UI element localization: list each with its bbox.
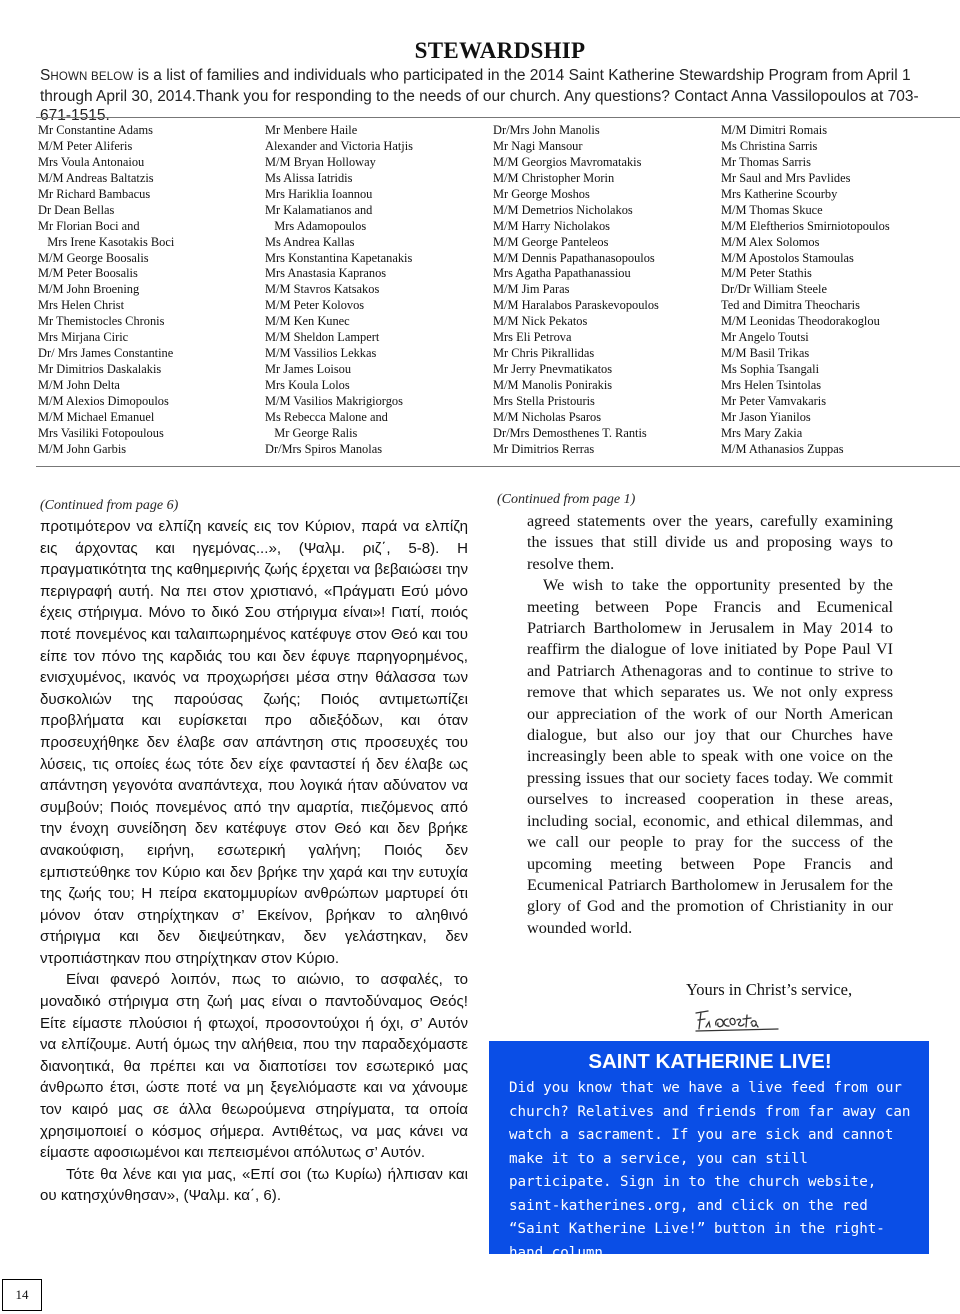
donor-name: M/M George Boosalis: [38, 250, 149, 265]
donor-name: M/M Nicholas Psaros: [493, 409, 602, 424]
donor-name: M/M Basil Trikas: [721, 346, 810, 361]
continued-note-left: (Continued from page 6): [40, 498, 179, 513]
donor-name: M/M Vasilios Makrigiorgos: [265, 393, 403, 408]
donor-name: M/M Peter Kolovos: [265, 298, 365, 313]
donor-name: Mr Jerry Pnevmatikatos: [493, 362, 613, 377]
donor-name: Dr/Mrs Spiros Manolas: [265, 441, 383, 456]
donor-name: M/M Alex Solomos: [721, 234, 820, 249]
live-box-body: Did you know that we have a live feed from our church? Relatives and friends from far away can watch a sacrament. If you are sick and cannot make it to a service, you can still participate. Sign in to the church website, saint-katherines.org, and click on the red “Saint Katherine Live!” button in the right-hand column.: [509, 1080, 911, 1261]
donor-name: Mrs Koula Lolos: [265, 378, 350, 392]
donor-name: Ms Alissa Iatridis: [265, 170, 353, 185]
donor-name: Dr/Dr William Steele: [721, 282, 827, 297]
english-article: [527, 511, 893, 939]
donor-name: M/M Thomas Skuce: [721, 202, 823, 217]
donor-name: Ted and Dimitra Theocharis: [721, 298, 860, 313]
top-divider: [36, 117, 960, 118]
donor-name: Mrs Stella Pristouris: [493, 393, 595, 408]
donor-name: Mr Saul and Mrs Pavlides: [721, 170, 851, 185]
donor-name: Mrs Adamopoulos: [265, 218, 367, 233]
donor-name: Mr Themistocles Chronis: [38, 314, 165, 329]
donor-name: M/M Michael Emanuel: [38, 409, 155, 424]
donor-name: Mr Menbere Haile: [265, 123, 358, 137]
donor-name: Ms Andrea Kallas: [265, 234, 355, 249]
donor-name: M/M Peter Stathis: [721, 266, 812, 281]
donor-name: Mrs Konstantina Kapetanakis: [265, 250, 413, 265]
donor-name: M/M Alexios Dimopoulos: [38, 393, 169, 408]
donor-name: Mrs Mary Zakia: [721, 425, 803, 440]
donor-name: M/M Georgios Mavromatakis: [493, 154, 642, 169]
donor-name: Mr James Loisou: [265, 362, 352, 377]
donor-name: M/M John Garbis: [38, 441, 127, 456]
donor-name: Dr/ Mrs James Constantine: [38, 346, 174, 361]
donor-name: Mr Richard Bambacus: [38, 186, 151, 201]
donor-name: Dr Dean Bellas: [38, 202, 115, 217]
donor-name: Mr Dimitrios Rerras: [493, 441, 595, 456]
donor-name: Mrs Voula Antonaiou: [38, 154, 145, 169]
donor-name: M/M Christopher Morin: [493, 170, 615, 185]
live-box-title: SAINT KATHERINE LIVE!: [588, 1050, 832, 1073]
donor-name: Mrs Eli Petrova: [493, 330, 572, 345]
closing-line: Yours in Christ’s service,: [686, 980, 853, 999]
donor-name: M/M Vassilios Lekkas: [265, 346, 377, 361]
donor-name: Mrs Mirjana Ciric: [38, 330, 129, 345]
page-title: STEWARDSHIP: [414, 38, 586, 63]
page-number: 14: [2, 1279, 42, 1311]
english-paragraph-2: We wish to take the opportunity presented by the meeting between Pope Francis and Ecumenical Patriarch Bartholomew in Jerusalem in May 2014 to reaffirm the dialogue of love initiated by Pope Paul VI and Patriarch Athenagoras and to continue to strive to remove that which separates us. We not only express our appreciation of the work of our North American dialogue, but also our joy that our Churches have increasingly been able to speak with one voice on the pressing issues that our society faces today. We commit ourselves to increased cooperation in these areas, including social, economic, and ethical dilemmas, and we call our people to pray for the success of the upcoming meeting between Pope Francis and Ecumenical Patriarch Bartholomew in Jerusalem for the glory of God and the promotion of Christianity in our wounded world.: [527, 576, 893, 937]
greek-article: [40, 516, 468, 1207]
donor-name: Mrs Helen Tsintolas: [721, 378, 822, 392]
donor-name: M/M Ken Kunec: [265, 314, 350, 329]
donor-name: Mr George Moshos: [493, 186, 590, 201]
donor-name: M/M Dimitri Romais: [721, 123, 828, 137]
greek-paragraph-2: Είναι φανερό λοιπόν, πως το αιώνιο, το ασφαλές, το μοναδικό στήριγμα στη ζωή μας είναι ο παντοδύναμος Θεός! Είτε είμαστε πλούσιοι ή φτωχοί, προσοντούχοι ή όχι, σ’ Αυτόν να ελπίζουμε. Αυτή όμως την αλήθεια, που την παραδεχόμαστε διανοητικά, θα πρέπει και να διαποτίσει τον εσωτερικό μας άνθρωπο έτσι, ώστε ποτέ να μη ξεγελιόμαστε και να χάνουμε τον καιρό μας σε άλλα θεωρούμενα στηρίγματα, τα οποία χρησιμοποιεί ο κόσμος σήμερα. Αντιθέτως, να μας κάνει να είμαστε αφοσιωμένοι και πεπεισμένοι απόλυτως σ’ Αυτόν.: [40, 971, 468, 1162]
intro-text: is a list of families and individuals who participated in the 2014 Saint Katherine Stewardship Program from April 1 through April 30, 2014.Thank you for responding to the needs of our church. Any questions? Contact Anna Vassilopoulos at 703-671-1515.: [40, 67, 919, 124]
donor-name: Mr George Ralis: [265, 425, 358, 440]
donor-name: Mrs Agatha Papathanassiou: [493, 266, 631, 281]
donor-name: M/M Nick Pekatos: [493, 314, 588, 329]
donor-name: Mrs Hariklia Ioannou: [265, 186, 373, 201]
donor-column-3: [493, 123, 659, 458]
donor-name: Mr Florian Boci and: [38, 218, 140, 233]
donor-name: M/M John Delta: [38, 378, 120, 392]
donor-name: Mrs Katherine Scourby: [721, 186, 838, 201]
intro-lead-small: HOWN BELOW: [50, 71, 134, 83]
donor-name: Mr Chris Pikrallidas: [493, 346, 595, 361]
donor-name: M/M Peter Aliferis: [38, 138, 133, 153]
donor-name: Alexander and Victoria Hatjis: [265, 138, 414, 153]
donor-name: Ms Sophia Tsangali: [721, 362, 820, 377]
donor-name: Mr Kalamatianos and: [265, 202, 373, 217]
donor-name: Ms Christina Sarris: [721, 138, 818, 153]
donor-name: M/M Bryan Holloway: [265, 154, 376, 169]
donor-name: Mrs Helen Christ: [38, 298, 125, 313]
donor-name: Mr Jason Yianilos: [721, 409, 811, 424]
middle-divider: [36, 466, 960, 467]
donor-name: M/M George Panteleos: [493, 234, 609, 249]
donor-name: M/M Manolis Ponirakis: [493, 378, 613, 392]
donor-name: M/M Apostolos Stamoulas: [721, 250, 854, 265]
donor-name: M/M Demetrios Nicholakos: [493, 202, 633, 217]
donor-name: Dr/Mrs Demosthenes T. Rantis: [493, 425, 647, 440]
english-paragraph-1: agreed statements over the years, carefully examining the issues that still divide us and proposing ways to resolve them.: [527, 512, 893, 573]
continued-note-right: (Continued from page 1): [497, 492, 636, 507]
donor-name: M/M Sheldon Lampert: [265, 330, 380, 345]
donor-name: Mr Nagi Mansour: [493, 138, 583, 153]
donor-name: Mr Thomas Sarris: [721, 154, 811, 169]
greek-paragraph-3: Τότε θα λένε και για μας, «Επί σοι (τω Κυρίω) ήλπισαν και ου κατησχύνθησαν», (Ψαλμ. κα΄, 6).: [40, 1165, 468, 1205]
signature-image: [692, 1005, 784, 1035]
donor-name: M/M Eleftherios Smirniotopoulos: [721, 218, 890, 233]
donor-name: Mr Angelo Toutsi: [721, 330, 809, 345]
donor-column-2: [265, 123, 413, 458]
donor-column-1: [38, 123, 174, 458]
donor-name: M/M Athanasios Zuppas: [721, 441, 844, 456]
donor-name: M/M Jim Paras: [493, 282, 570, 297]
donor-name: Mr Constantine Adams: [38, 123, 153, 137]
donor-name: Mr Dimitrios Daskalakis: [38, 362, 162, 377]
donor-name: M/M Leonidas Theodorakoglou: [721, 314, 880, 329]
donor-name: M/M John Broening: [38, 282, 140, 297]
donor-name: Dr/Mrs John Manolis: [493, 123, 600, 137]
donor-name: M/M Peter Boosalis: [38, 266, 138, 281]
donor-name: Mrs Vasiliki Fotopoulous: [38, 425, 164, 440]
donor-name: M/M Harry Nicholakos: [493, 218, 611, 233]
intro-lead-cap: S: [40, 67, 51, 84]
donor-name: Mrs Irene Kasotakis Boci: [38, 234, 175, 249]
donor-name: M/M Stavros Katsakos: [265, 282, 380, 297]
donor-name: M/M Dennis Papathanasopoulos: [493, 250, 655, 265]
donor-name: Mr Peter Vamvakaris: [721, 393, 827, 408]
saint-katherine-live-box: [489, 1041, 929, 1261]
donor-name: M/M Haralabos Paraskevopoulos: [493, 298, 659, 313]
donor-name: Ms Rebecca Malone and: [265, 409, 388, 424]
greek-paragraph-1: προτιμότερον να ελπίζη κανείς εις τον Κύριον, παρά να ελπίζη εις άρχοντας και ηγεμόνας...», (Ψαλμ. ριζ΄, 5-8). Η πραγματικότητα της καθημερινής ζωής έρχεται να βεβαιώσει την περιγραφή αυτή. Να πει στον χριστιανό, «Πράγματι Εσύ μόνο έχεις στήριγμα. Μόνο το δικό Σου στήριγμα είναι»! Γιατί, ποιός ποτέ πονεμένος και ταλαιπωρημένος κατέφυγε στον Θεό και του είπε τον πόνο της καρδιάς του και δεν έφυγε παρηγορημένος, ενισχυμένος, ικανός να προχωρήσει μέσα στην θάλασσα των δυσκολιών της παρούσας ζωής; Ποιός αντιμετωπίζει προβλήματα και ευρίσκεται προ αδιεξόδων, και όταν προσευχήθηκε δεν έλαβε σαν απάντηση στις προσευχές του λύσεις, τις οποίες έως τότε δεν είχε φανταστεί ή δεν έλαβε ως απάντηση γεγονότα αναπάντεχα, που λογικά ήταν αδύνατον να συμβούν; Ποιός πονεμένος από την αμαρτία, πιεζόμενος από την ένοχη συνείδηση δεν κατέφυγε στον Θεό και δεν βρήκε ανακούφιση, ειρήνη, εσωτερική γαλήνη; Ποιός δεν εμπιστεύθηκε τον Κύριο και δεν βρήκε την χαρά και την ευτυχία της ζωής του; Η πείρα εκατομμυρίων ανθρώπων μαρτυρεί ότι μόνον όταν στηρίχτηκαν σ’ Εκείνον, βρήκαν το αληθινό στήριγμα και δεν διεψεύτηκαν, δεν γελάστηκαν, δεν ντροπιάστηκαν που στηρίχτηκαν στον Κύριο.: [40, 518, 468, 967]
donor-column-4: [721, 123, 890, 458]
donor-name: Mrs Anastasia Kapranos: [265, 266, 387, 281]
donor-name: M/M Andreas Baltatzis: [38, 170, 154, 185]
